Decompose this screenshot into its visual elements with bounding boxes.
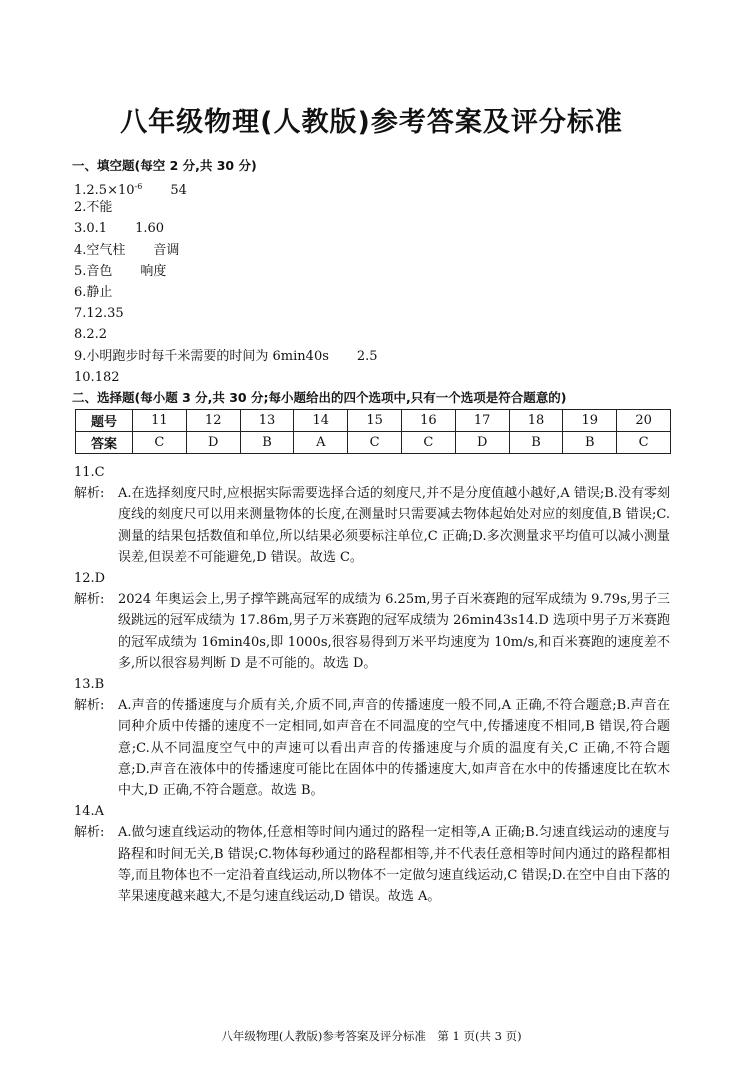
table-cell: D [186, 432, 240, 454]
explanation-label: 解析: [74, 825, 105, 841]
table-cell: 17 [455, 410, 509, 432]
table-cell: 20 [617, 410, 671, 432]
answer-row: 7.12.35 [74, 306, 124, 322]
table-header-cell: 答案 [76, 432, 133, 454]
answer-row: 5.音色 响度 [74, 263, 167, 279]
explanation-paragraph [74, 589, 670, 674]
question-number: 13.B [74, 677, 105, 692]
question-number: 14.A [74, 804, 105, 820]
explanation-label: 解析: [74, 698, 105, 714]
table-cell: B [240, 432, 294, 454]
table-cell: 12 [186, 410, 240, 432]
fill-blank-answers [74, 176, 674, 388]
page-footer: 八年级物理(人教版)参考答案及评分标准 第 1 页(共 3 页) [221, 1029, 522, 1043]
answer-row: $1.2.5\times 10^{-6}$ 54 [74, 182, 187, 199]
table-cell: C [401, 432, 455, 454]
table-cell: C [133, 432, 187, 454]
table-cell: B [509, 432, 563, 454]
question-number: 11.C [74, 465, 105, 480]
explanation-paragraph [74, 483, 670, 568]
answer-row: 4.空气柱 音调 [74, 242, 180, 258]
section1-heading: 一、填空题(每空 2 分,共 30 分) [72, 158, 257, 173]
answer-row: 6.静止 [74, 284, 113, 300]
table-header-cell: 题号 [76, 410, 133, 432]
table-cell: 14 [294, 410, 348, 432]
table-row [76, 432, 671, 454]
page-title: 八年级物理(人教版)参考答案及评分标准 [120, 107, 623, 138]
table-cell: 19 [563, 410, 617, 432]
explanation-label: 解析: [74, 592, 105, 608]
explanation-paragraph [74, 822, 670, 907]
table-cell: 15 [348, 410, 402, 432]
table-cell: B [563, 432, 617, 454]
explanations [74, 462, 674, 907]
table-cell: 13 [240, 410, 294, 432]
table-cell: 11 [133, 410, 187, 432]
table-cell: A [294, 432, 348, 454]
explanation-paragraph [74, 695, 670, 801]
table-cell: C [348, 432, 402, 454]
explanation-text: A.声音的传播速度与介质有关,介质不同,声音的传播速度一般不同,A 正确,不符合题意;B.声音在同种介质中传播的速度不一定相同,如声音在不同温度的空气中,传播速度不相同,B 错误,符合题意;C.从不同温度空气中的声速可以看出声音的传播速度与介质的温度有关,C 正确,不符合题意;D.声音在液体中的传播速度可能比在固体中的传播速度大,如声音在水中的传播速度比在软木中大,D 正确,不符合题意。故选 B。 [118, 698, 670, 798]
explanation-text: A.做匀速直线运动的物体,任意相等时间内通过的路程一定相等,A 正确;B.匀速直线运动的速度与路程和时间无关,B 错误;C.物体每秒通过的路程都相等,并不代表任意相等时间内通过的路程都相等,而且物体也不一定沿着直线运动,所以物体不一定做匀速直线运动,C 错误;D.在空中自由下落的苹果速度越来越大,不是匀速直线运动,D 错误。故选 A。 [118, 825, 670, 904]
answer-row: 8.2.2 [74, 327, 108, 343]
answer-row: 9.小明跑步时每千米需要的时间为 6min40s 2.5 [74, 348, 378, 364]
table-cell: 18 [509, 410, 563, 432]
table-cell: D [455, 432, 509, 454]
answer-row: 3.0.1 1.60 [74, 221, 165, 237]
table-cell: C [617, 432, 671, 454]
section2-heading: 二、选择题(每小题 3 分,共 30 分;每小题给出的四个选项中,只有一个选项是符合题意的) [72, 390, 567, 405]
answer-row: 2.不能 [74, 200, 113, 216]
question-number: 12.D [74, 571, 106, 586]
table-cell: 16 [401, 410, 455, 432]
explanation-text: A.在选择刻度尺时,应根据实际需要选择合适的刻度尺,并不是分度值越小越好,A 错误;B.没有零刻度线的刻度尺可以用来测量物体的长度,在测量时只需要减去物体起始处对应的刻度值,B 错误;C.测量的结果包括数值和单位,所以结果必须要标注单位,C 正确;D.多次测量求平均值可以减小测量误差,但误差不可能避免,D 错误。故选 C。 [118, 486, 670, 565]
table-row [76, 410, 671, 432]
explanation-label: 解析: [74, 486, 105, 502]
choice-answer-table [75, 409, 671, 454]
explanation-text: 2024 年奥运会上,男子撑竿跳高冠军的成绩为 6.25m,男子百米赛跑的冠军成绩为 9.79s,男子三级跳远的冠军成绩为 17.86m,男子万米赛跑的冠军成绩为 26min43s14.D 选项中男子万米赛跑的冠军成绩为 16min40s,即 1000s,很容易得到万米平均速度为 10m/s,和百米赛跑的速度差不多,所以很容易判断 D 是不可能的。故选 D。 [118, 592, 670, 671]
answer-row: 10.182 [74, 369, 120, 385]
